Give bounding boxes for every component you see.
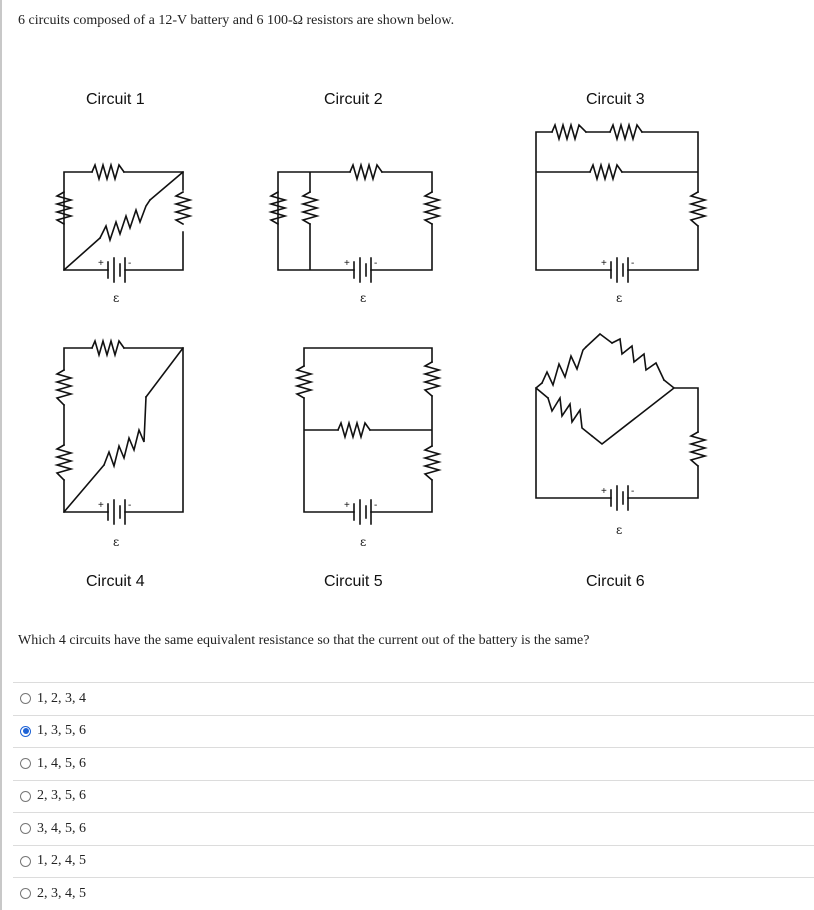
circuit-5-diagram	[297, 348, 439, 549]
answer-option-3[interactable]	[13, 747, 814, 780]
resistor	[425, 192, 439, 224]
svg-text:+: +	[344, 500, 350, 511]
resistor	[552, 125, 586, 139]
emf-label: ε	[616, 523, 623, 537]
circuit-6-label: Circuit 6	[586, 573, 645, 590]
answer-option-7[interactable]	[13, 877, 814, 910]
resistor	[57, 445, 71, 480]
resistor	[425, 362, 439, 396]
circuit-6-diagram	[536, 334, 705, 537]
option-label: 2, 3, 5, 6	[37, 788, 86, 804]
emf-label: ε	[360, 291, 367, 305]
svg-text:-: -	[374, 258, 378, 269]
emf-label: ε	[616, 291, 623, 305]
svg-text:-: -	[128, 258, 132, 269]
radio-button[interactable]	[20, 856, 31, 867]
resistor	[100, 200, 150, 240]
circuits-figure	[30, 80, 720, 600]
svg-text:+: +	[98, 500, 104, 511]
emf-label: ε	[360, 535, 367, 549]
resistor	[104, 397, 146, 466]
radio-button[interactable]	[20, 823, 31, 834]
circuit-2-label: Circuit 2	[324, 91, 383, 108]
answer-option-2[interactable]	[13, 715, 814, 748]
option-label: 1, 2, 4, 5	[37, 853, 86, 869]
answer-option-6[interactable]	[13, 845, 814, 878]
resistor	[425, 446, 439, 480]
emf-label: ε	[113, 291, 120, 305]
resistor	[92, 165, 124, 179]
circuit-2-diagram	[271, 165, 439, 305]
resistor	[612, 339, 664, 380]
answer-option-4[interactable]	[13, 780, 814, 813]
resistor	[176, 192, 190, 224]
circuit-1-label: Circuit 1	[86, 91, 145, 108]
radio-button[interactable]	[20, 791, 31, 802]
problem-intro: 6 circuits composed of a 12-V battery and 6 100-Ω resistors are shown below.	[18, 13, 455, 28]
svg-text:-: -	[631, 258, 635, 269]
resistor	[92, 341, 124, 355]
circuit-3-diagram	[536, 125, 705, 305]
resistor	[542, 347, 586, 385]
radio-button[interactable]	[20, 758, 31, 769]
resistor	[691, 432, 705, 466]
svg-text:+: +	[601, 486, 607, 497]
radio-button[interactable]	[20, 726, 31, 737]
answer-option-5[interactable]	[13, 812, 814, 845]
resistor	[297, 366, 311, 398]
resistor	[350, 165, 382, 179]
resistor	[548, 398, 592, 436]
circuit-5-label: Circuit 5	[324, 573, 383, 590]
svg-text:+: +	[601, 258, 607, 269]
option-label: 3, 4, 5, 6	[37, 820, 86, 836]
svg-text:+: +	[344, 258, 350, 269]
circuit-3-label: Circuit 3	[586, 91, 645, 108]
circuit-4-label: Circuit 4	[86, 573, 145, 590]
answer-option-1[interactable]	[13, 682, 814, 715]
circuit-1-diagram	[57, 165, 190, 305]
option-label: 1, 3, 5, 6	[37, 723, 86, 739]
resistor	[590, 165, 622, 179]
resistor	[338, 423, 370, 437]
svg-text:-: -	[631, 486, 635, 497]
circuit-4-diagram	[57, 341, 183, 549]
svg-text:-: -	[374, 500, 378, 511]
svg-text:-: -	[128, 500, 132, 511]
resistor	[303, 192, 317, 224]
emf-label: ε	[113, 535, 120, 549]
resistor	[57, 370, 71, 405]
answer-options	[13, 682, 814, 910]
question-text: Which 4 circuits have the same equivalent resistance so that the current out of the battery is the same?	[18, 633, 590, 648]
radio-button[interactable]	[20, 693, 31, 704]
svg-text:+: +	[98, 258, 104, 269]
option-label: 2, 3, 4, 5	[37, 885, 86, 901]
radio-button[interactable]	[20, 888, 31, 899]
option-label: 1, 4, 5, 6	[37, 755, 86, 771]
option-label: 1, 2, 3, 4	[37, 690, 86, 706]
resistor	[691, 192, 705, 226]
resistor	[610, 125, 642, 139]
